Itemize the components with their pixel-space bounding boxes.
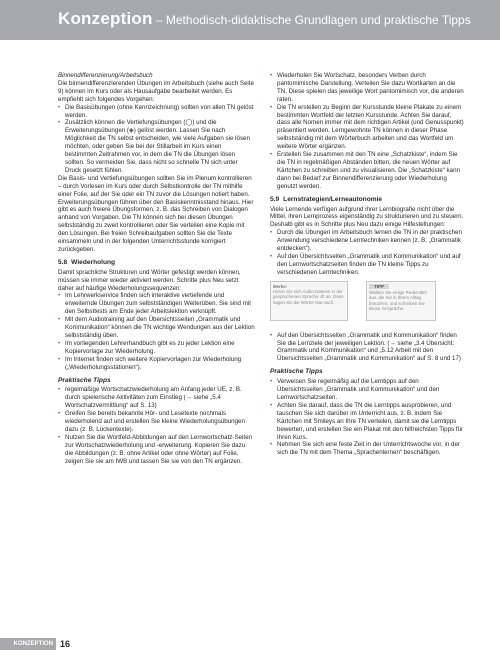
- list-item: [58, 316, 255, 340]
- footer-section-tag: KONZEPTION: [0, 638, 56, 650]
- bullet-icon: •: [58, 355, 61, 363]
- tips-heading: Praktische Tipps: [270, 368, 323, 376]
- list-item-text: Durch die Übungen im Arbeitsbuch lernen die TN in der praktischen Anwendung verschiedene Lerntechniken kennen (z. B. „Grammatik entdecken“).: [277, 229, 462, 253]
- bullet-icon: •: [58, 292, 61, 300]
- list-item: [58, 410, 255, 434]
- subheading-binnendifferenzierung: Binnendifferenzierung/Arbeitsbuch: [58, 72, 153, 79]
- list-item-text: Auf den Übersichtsseiten „Grammatik und Kommunikation“ und auf den Lernwortschatzseiten finden die TN kleine Tipps zu verschiedenen Lerntechniken.: [277, 252, 461, 276]
- page-header: [0, 0, 500, 40]
- list-item: [270, 332, 464, 364]
- bullet-icon: •: [58, 316, 61, 324]
- list-item: [270, 402, 464, 442]
- section-heading-wiederholung: [58, 259, 255, 267]
- list-item: [58, 292, 255, 316]
- bullet-list: [58, 386, 255, 465]
- bullet-icon: •: [270, 252, 273, 260]
- bullet-icon: •: [270, 72, 273, 79]
- list-item: [270, 441, 464, 457]
- tips-heading: Praktische Tipps: [58, 376, 111, 384]
- bullet-icon: •: [270, 401, 273, 409]
- paragraph: Die binnendifferenzierenden Übungen im Arbeitsbuch (siehe auch Seite 9) können im Kurs oder als Hausaufgabe bearbeitet werden. Es empfiehlt sich folgendes Vorgehen:: [58, 79, 254, 103]
- section-title: Wiederholung: [71, 258, 116, 266]
- paragraph: Viele Lernende verfügen aufgrund ihrer Lernbiografie nicht über die Mittel, ihren Lernprozess eigenständig zu strukturieren und zu steuern. Deshalb gibt es in Schritte plus Neu dazu einige Hilfestellungen:: [270, 205, 464, 229]
- note-box-text: Hören Sie sich Audio-Dateien in der gesprochenen Sprache oft an. Dann sagen Sie die Wörter laut nach.: [273, 288, 344, 305]
- page-number: 16: [60, 639, 71, 649]
- bullet-icon: •: [270, 229, 273, 237]
- list-item-text: Achten Sie darauf, dass die TN die Lerntipps ausprobieren, und tauschen Sie sich darüber im Unterricht aus, z. B. indem Sie Kärtchen mit Smileys an Ihre TN verteilen, damit sie die Lerntipps bewerten, und erstellen Sie ein Plakat mit den hilfreichsten Tipps für Ihren Kurs.: [277, 401, 464, 441]
- list-item: [270, 72, 464, 104]
- list-item-text: Die Basisübungen (ohne Kennzeichnung) sollten von allen TN gelöst werden.: [65, 103, 254, 119]
- tip-box: [366, 281, 436, 321]
- section-heading-lernstrategien: [270, 196, 464, 204]
- list-item-text: Im Lehrwerkservice finden sich interaktive vertiefende und erweiternde Übungen zum selbstständigen Weiterüben. Sie sind mit den Selbsttests am Ende jeder Arbeitslektion verknüpft.: [65, 292, 251, 316]
- page-title-main: Konzeption: [58, 9, 153, 28]
- example-boxes: [270, 281, 464, 327]
- list-item-text: Verweisen Sie regelmäßig auf die Lerntipps auf den Übersichtsseiten „Grammatik und Kommunikation“ und den Lernwortschatzseiten.: [277, 378, 440, 401]
- list-item-text: Im vorliegenden Lehrerhandbuch gibt es zu jeder Lektion eine Kopiervorlage zur Wiederholung.: [65, 339, 235, 355]
- page-footer: [0, 638, 500, 666]
- page-title-sub: – Methodisch-didaktische Grundlagen und praktische Tipps: [152, 13, 471, 27]
- bullet-icon: •: [270, 378, 273, 386]
- list-item: [270, 151, 464, 191]
- bullet-list: [270, 229, 464, 276]
- bullet-icon: •: [58, 339, 61, 347]
- bullet-list: [58, 292, 255, 371]
- bullet-icon: •: [58, 410, 61, 418]
- bullet-icon: •: [270, 103, 273, 111]
- list-item: [58, 356, 255, 372]
- list-item-text: Nehmen Sie sich eine feste Zeit in der Unterrichtswoche vor, in der sich die TN mit dem Thema „Sprachenlernen“ beschäftigen.: [277, 441, 460, 457]
- note-box: [270, 281, 348, 321]
- section-title: Lernstrategien/Lerneautonomie: [283, 195, 383, 203]
- list-item-text: regelmäßige Wortschatzwiederholung am Anfang jeder UE, z. B. durch spielerische Aktivitäten zum Einstieg (→ siehe „5.4 Wortschatzvermittlung“ auf S. 13): [65, 386, 242, 410]
- list-item: [58, 434, 255, 466]
- bullet-list: [58, 104, 255, 175]
- list-item-text: Mit dem Audiotraining auf den Übersichtsseiten „Grammatik und Kommunikation“ können die TN wichtige Wendungen aus der Lektion selbstständig üben.: [65, 316, 255, 339]
- list-item: [58, 386, 255, 410]
- bullet-icon: •: [58, 103, 61, 111]
- right-column: [270, 72, 464, 457]
- list-item-text: Auf den Übersichtsseiten „Grammatik und Kommunikation“ finden Sie die Lernziele der jeweiligen Lektion. (→ siehe „3.4 Übersicht: Grammatik und Kommunikation“ und „5.12 Arbeit mit den Übersichtsseiten „Grammatik und Kommunikation“ auf S. 8 und 17): [277, 331, 461, 363]
- list-item: [270, 253, 464, 277]
- bullet-icon: •: [270, 441, 273, 449]
- bullet-icon: •: [58, 119, 61, 127]
- tip-box-caption: TIPP: [369, 284, 389, 289]
- list-item: [270, 378, 464, 402]
- bullet-icon: •: [58, 386, 61, 394]
- note-box-caption: Merke:: [273, 283, 288, 289]
- list-item-text: Im Internet finden sich weitere Kopiervorlagen zur Wiederholung („Wiederholungsstationen“).: [65, 355, 242, 371]
- list-item: [270, 229, 464, 253]
- list-item-text: Erstellen Sie zusammen mit den TN eine „Schatzkiste“, indem Sie die TN in regelmäßigen Abständen bitten, die neuen Wörter auf Kärtchen zu schreiben und zu visualisieren. Die „Schatzkiste“ kann dann bei Bedarf zur Binnendifferenzierung oder Wiederholung genutzt werden.: [277, 151, 460, 190]
- list-item-text: Die TN erstellen zu Beginn der Kursstunde kleine Plakate zu einem bestimmten Wortfeld der letzten Kursstunde. Achten Sie darauf, dass alle Nomen immer mit dem richtigen Artikel (und Genusspunkt) präsentiert werden. Lerngewohnte TN können in dieser Phase selbstständig mit dem Wörterbuch arbeiten und das Wortfeld um weitere Wörter ergänzen.: [277, 103, 464, 151]
- page-title: [58, 8, 471, 31]
- bullet-icon: •: [270, 151, 273, 159]
- left-column: [58, 72, 255, 466]
- list-item-text: Zusätzlich können die Vertiefungsübungen (◯) und die Erweiterungsübungen (◈) gelöst werden. Lassen Sie nach Möglichkeit die TN selbst entscheiden, wie viele Aufgaben sie lösen möchten, oder geben Sie bei der Stillarbeit im Kurs einen bestimmten Zeitrahmen vor, in dem die TN die Übungen lösen sollten. So vermeiden Sie, dass nicht so schnelle TN sich unter Druck gesetzt fühlen.: [65, 119, 250, 174]
- bullet-list: [270, 332, 464, 364]
- paragraph: Die Basis- und Vertiefungsübungen sollten Sie im Plenum kontrollieren – durch Vorlesen im Kurs oder durch Selbstkontrolle der TN mithilfe einer Folie, auf der Sie oder ein TN zuvor die Lösungen notiert haben. Erweiterungsübungen führen über den Basiskenntnisstand hinaus. Hier gibt es auch freiere Übungsformen, z. B. das Schreiben von Dialogen anhand von Vorgaben. Die TN können sich bei diesen Übungen selbstständig zu zweit kontrollieren oder Sie verteilen eine Kopie mit den Lösungen. Bei freien Schreibaufgaben sollten Sie die Texte einsammeln und in der folgenden Unterrichtsstunde korrigiert zurückgeben.: [58, 174, 254, 253]
- list-item: [270, 104, 464, 151]
- list-item-text: Wiederholen Sie Wortschatz, besonders Verben durch pantomimische Darstellung. Verteilen Sie dazu Wortkarten an die TN. Diese spielen das jeweilige Wort pantomimisch vor, die anderen raten.: [277, 72, 464, 103]
- section-number: 5.8: [58, 258, 68, 266]
- list-item: [58, 119, 255, 174]
- bullet-list: [270, 378, 464, 457]
- paragraph: Damit sprachliche Strukturen und Wörter gefestigt werden können, müssen sie immer wieder aktiviert werden. Schritte plus Neu setzt daher auf häufige Wiederholungssequenzen:: [58, 268, 241, 292]
- section-number: 5.9: [270, 195, 280, 203]
- bullet-icon: •: [270, 331, 273, 339]
- list-item: [58, 340, 255, 356]
- tip-box-text: Wählen Sie einige Redemittel aus, die Sie in Ihrem Alltag brauchen, und schreiben Sie kleine Gespräche.: [369, 289, 427, 311]
- list-item-text: Greifen Sie bereits bekannte Hör- und Lesetexte nochmals wiederholend auf und erstellen Sie kleine Wiederholungsübungen dazu (z. B. Lückentexte).: [65, 410, 245, 433]
- list-item: [58, 104, 255, 120]
- list-item-text: Nutzen Sie die Wortfeld-Abbildungen auf den Lernwortschatz-Seiten zur Wortschatzwiederholung und -erweiterung. Kopieren Sie dazu die Abbildungen (z. B. ohne Artikel oder ohne Wörter) auf Folie, zeigen Sie sie am IWB und lassen Sie sie von den TN ergänzen.: [65, 433, 252, 465]
- bullet-icon: •: [58, 433, 61, 441]
- bullet-list: [270, 72, 464, 191]
